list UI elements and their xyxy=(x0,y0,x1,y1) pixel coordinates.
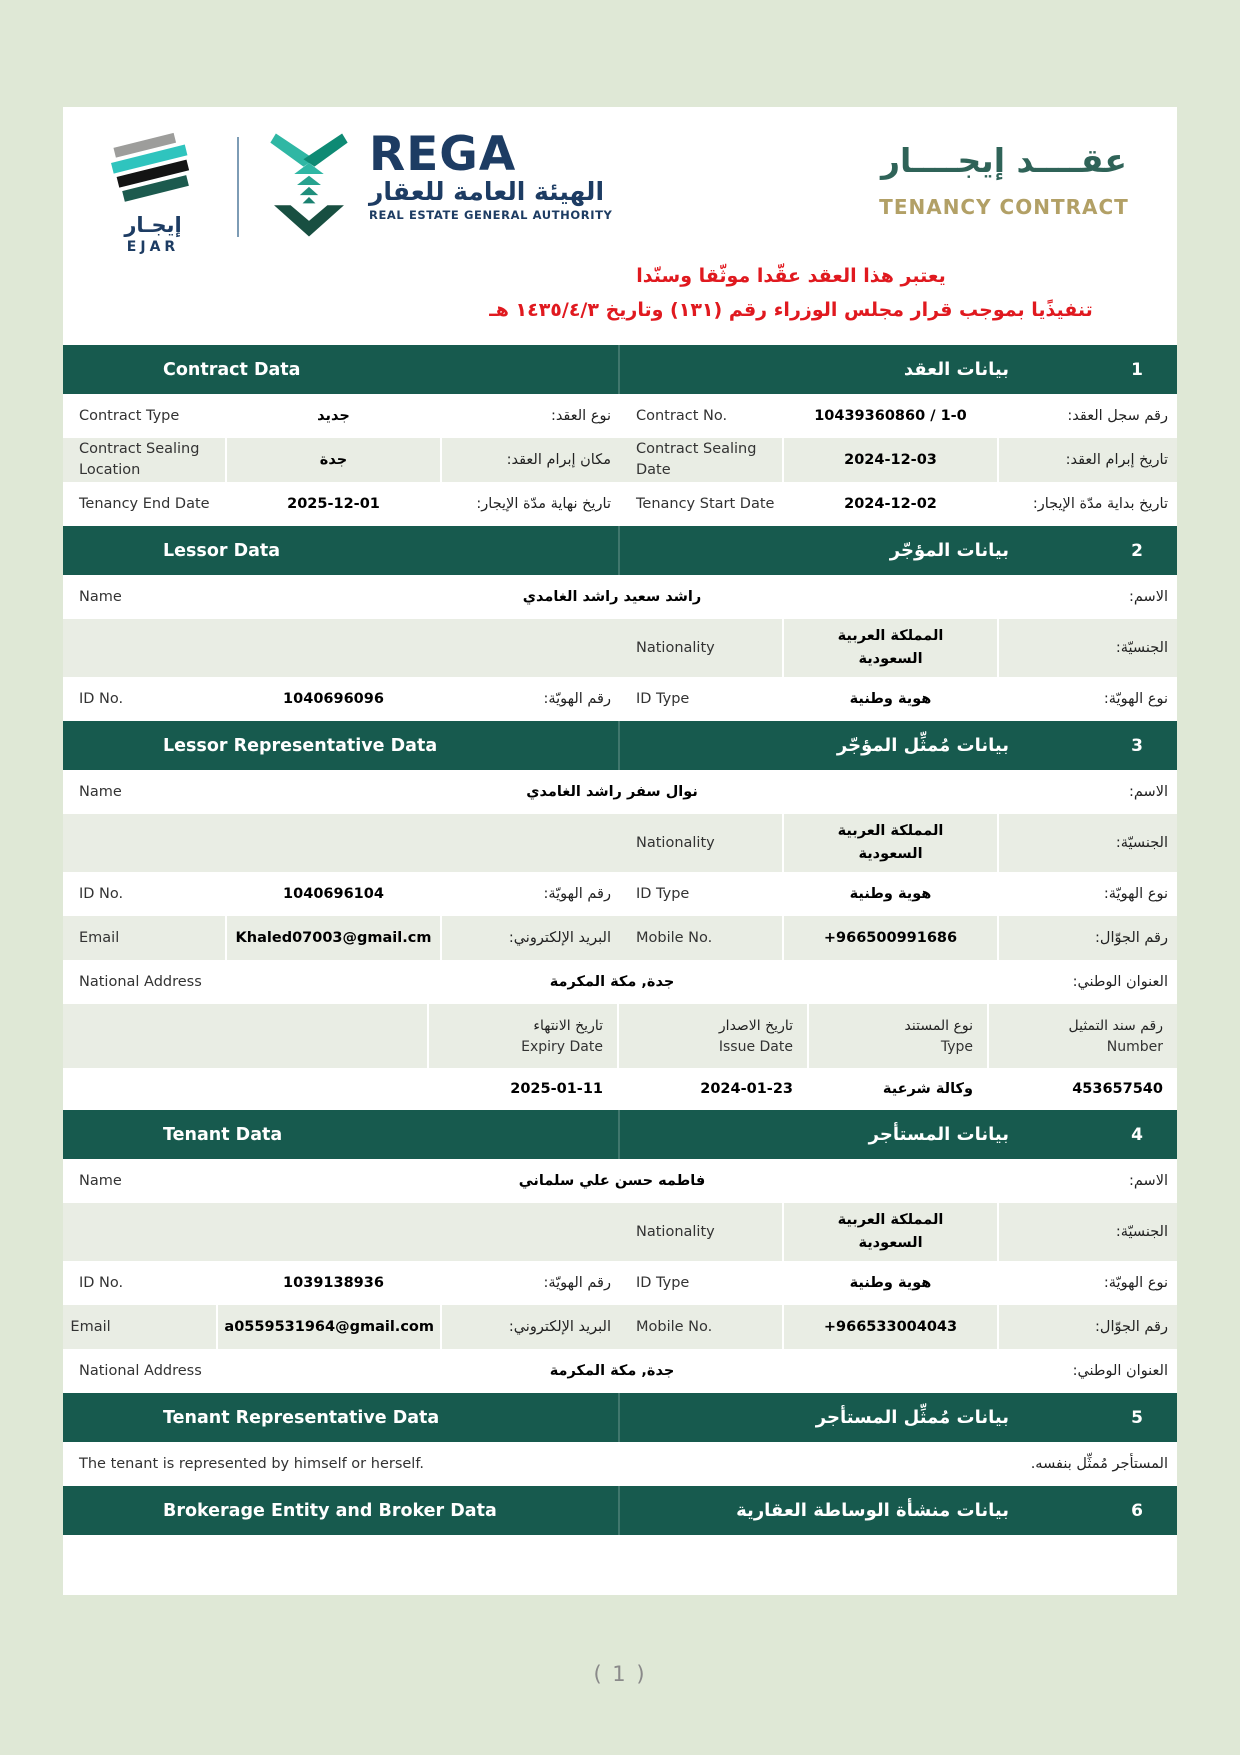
section-number: 6 xyxy=(1131,1500,1143,1521)
section-header-right xyxy=(620,526,1177,575)
contract-document-card xyxy=(63,107,1177,1595)
field-value: 2024-12-02 xyxy=(844,496,937,513)
legal-notice-line2: تنفيذًيا بموجب قرار مجلس الوزراء رقم (١٣١) وتاريخ ١٤٣٥/٤/٣ هـ xyxy=(489,299,1093,322)
field-label-en: Mobile No. xyxy=(636,1318,713,1335)
field-label-en: Nationality xyxy=(636,639,715,656)
empty-cell xyxy=(63,814,620,872)
field-label-en: Email xyxy=(70,1318,111,1335)
field-value: فاطمه حسن علي سلماني xyxy=(518,1173,706,1190)
logo-divider xyxy=(237,137,239,237)
field-lessor-nationality xyxy=(620,619,1177,677)
field-value: هوية وطنية xyxy=(849,886,932,903)
note-arabic: المستأجر مُمثِّل بنفسه. xyxy=(1030,1456,1168,1473)
field-label-en: ID Type xyxy=(636,885,690,902)
doc-value-issue-date: 2024-01-23 xyxy=(700,1081,793,1098)
field-label-ar: رقم الهويّة: xyxy=(543,1275,611,1292)
section-header-brokerage xyxy=(63,1486,1177,1535)
field-value: 10439360860 / 1-0 xyxy=(814,408,967,425)
field-value: جديد xyxy=(317,408,350,425)
rega-acronym: REGA xyxy=(369,127,517,182)
table-row xyxy=(63,916,1177,960)
section-title-english: Contract Data xyxy=(163,359,301,380)
rega-name-english: REAL ESTATE GENERAL AUTHORITY xyxy=(369,208,613,223)
legal-notice xyxy=(461,259,1121,327)
field-tenant-id-no xyxy=(63,1261,620,1305)
field-label-en: Email xyxy=(79,929,120,946)
field-label-en: ID Type xyxy=(636,690,690,707)
tenant-self-represented-note xyxy=(63,1442,1177,1486)
field-value: +966500991686 xyxy=(782,916,999,960)
contract-title-arabic: عقــــد إيجــــار xyxy=(881,141,1127,180)
doc-value-expiry-date: 2025-01-11 xyxy=(510,1081,603,1098)
section-title-english: Brokerage Entity and Broker Data xyxy=(163,1500,497,1521)
field-label-ar: رقم الجوّال: xyxy=(1095,930,1168,947)
field-label-en: ID No. xyxy=(79,885,124,902)
field-value: 2024-12-03 xyxy=(782,438,999,482)
table-row xyxy=(63,814,1177,872)
section-header-lessor-data xyxy=(63,526,1177,575)
field-value: +966533004043 xyxy=(782,1305,999,1349)
field-value: 1040696104 xyxy=(283,886,384,903)
section-header-left xyxy=(63,526,620,575)
field-label-en: ID No. xyxy=(79,690,124,707)
section-number: 1 xyxy=(1131,359,1143,380)
field-label-ar: البريد الإلكتروني: xyxy=(508,1319,611,1336)
section-title-english: Lessor Data xyxy=(163,540,281,561)
field-sealing-date xyxy=(620,438,1177,482)
section-number: 2 xyxy=(1131,540,1143,561)
field-value: Khaled07003@gmail.cm xyxy=(225,916,442,960)
field-value: 2025-12-01 xyxy=(287,496,380,513)
section-header-left xyxy=(63,1486,620,1535)
contract-title-block xyxy=(879,131,1129,219)
field-label-ar: نوع العقد: xyxy=(550,408,611,425)
ejar-name-arabic: إيجـار xyxy=(124,213,182,237)
field-label-en: ID No. xyxy=(79,1274,124,1291)
field-label-ar: نوع الهويّة: xyxy=(1103,1275,1168,1292)
field-tenancy-end xyxy=(63,482,620,526)
field-value: المملكة العربية السعودية xyxy=(782,814,999,872)
field-value: 1040696096 xyxy=(283,691,384,708)
field-lessor-id-no xyxy=(63,677,620,721)
field-tenant-national-address xyxy=(63,1349,1177,1393)
field-label-ar: الاسم: xyxy=(1129,784,1168,801)
section-header-contract-data xyxy=(63,345,1177,394)
table-row xyxy=(63,575,1177,619)
field-label-ar: مكان إبرام العقد: xyxy=(506,452,611,469)
field-value: المملكة العربية السعودية xyxy=(782,619,999,677)
section-number: 5 xyxy=(1131,1407,1143,1428)
representation-document-header-row xyxy=(63,1004,1177,1068)
field-representative-id-type xyxy=(620,872,1177,916)
field-label-ar: الاسم: xyxy=(1129,1173,1168,1190)
field-label-ar: الجنسيّة: xyxy=(1115,1224,1168,1241)
field-label-ar: رقم الهويّة: xyxy=(543,886,611,903)
legal-notice-line1: يعتبر هذا العقد عقّدا موثّقا وسنّدا xyxy=(636,265,946,287)
table-row xyxy=(63,1203,1177,1261)
section-header-left xyxy=(63,721,620,770)
field-sealing-location xyxy=(63,438,620,482)
table-row xyxy=(63,1261,1177,1305)
field-label-en: Mobile No. xyxy=(636,929,713,946)
field-value: a0559531964@gmail.com xyxy=(216,1305,442,1349)
field-label-ar: العنوان الوطني: xyxy=(1072,974,1168,991)
field-label-ar: الجنسيّة: xyxy=(1115,640,1168,657)
field-value: راشد سعيد راشد الغامدي xyxy=(522,589,702,606)
field-label-ar: تاريخ بداية مدّة الإيجار: xyxy=(1032,496,1168,513)
field-label-en: Name xyxy=(79,1172,122,1189)
field-contract-type xyxy=(63,394,620,438)
doc-col-number-header: رقم سند التمثيل Number xyxy=(987,1004,1177,1068)
section-header-left xyxy=(63,1393,620,1442)
section-title-arabic: بيانات المؤجّر xyxy=(889,540,1009,562)
doc-col-spacer xyxy=(63,1004,427,1068)
field-representative-email xyxy=(63,916,620,960)
section-header-right xyxy=(620,1393,1177,1442)
field-value: نوال سفر راشد الغامدي xyxy=(526,784,698,801)
field-representative-id-no xyxy=(63,872,620,916)
section-header-tenant-representative xyxy=(63,1393,1177,1442)
section-header-right xyxy=(620,721,1177,770)
empty-cell xyxy=(63,1203,620,1261)
doc-col-type-header: نوع المستند Type xyxy=(807,1004,987,1068)
table-row xyxy=(63,872,1177,916)
table-row xyxy=(63,960,1177,1004)
representation-document-values-row xyxy=(63,1068,1177,1110)
field-label-ar: نوع الهويّة: xyxy=(1103,691,1168,708)
field-value: جدة xyxy=(225,438,442,482)
field-label-en: Contract Type xyxy=(79,407,180,424)
field-label-en: Tenancy End Date xyxy=(79,495,210,512)
document-header xyxy=(63,107,1177,259)
section-header-right xyxy=(620,1110,1177,1159)
section-number: 4 xyxy=(1131,1124,1143,1145)
field-label-ar: تاريخ نهاية مدّة الإيجار: xyxy=(476,496,611,513)
ejar-stripes-icon xyxy=(98,131,208,209)
table-row xyxy=(63,438,1177,482)
field-label-en: Nationality xyxy=(636,1223,715,1240)
field-label-en: National Address xyxy=(79,973,202,990)
doc-value-type: وكالة شرعية xyxy=(882,1081,973,1098)
field-label-ar: الجنسيّة: xyxy=(1115,835,1168,852)
field-tenant-nationality xyxy=(620,1203,1177,1261)
field-label-en: Name xyxy=(79,588,122,605)
section-header-right xyxy=(620,345,1177,394)
field-value: 1039138936 xyxy=(283,1275,384,1292)
section-title-english: Tenant Representative Data xyxy=(163,1407,440,1428)
doc-col-expiry-header: تاريخ الانتهاء Expiry Date xyxy=(427,1004,617,1068)
field-value: جدة, مكة المكرمة xyxy=(549,974,675,991)
table-row xyxy=(63,1349,1177,1393)
field-representative-mobile xyxy=(620,916,1177,960)
section-title-arabic: بيانات العقد xyxy=(903,359,1009,381)
ejar-logo xyxy=(93,131,213,255)
field-representative-name xyxy=(63,770,1177,814)
field-label-en: Nationality xyxy=(636,834,715,851)
field-label-ar: العنوان الوطني: xyxy=(1072,1363,1168,1380)
empty-cell xyxy=(63,619,620,677)
field-value: هوية وطنية xyxy=(849,1275,932,1292)
field-label-ar: نوع الهويّة: xyxy=(1103,886,1168,903)
table-row xyxy=(63,619,1177,677)
rega-name-arabic: الهيئة العامة للعقار xyxy=(369,176,605,206)
doc-value-number: 453657540 xyxy=(1072,1081,1163,1098)
contract-title-english: TENANCY CONTRACT xyxy=(879,195,1129,220)
table-row xyxy=(63,677,1177,721)
field-label-ar: البريد الإلكتروني: xyxy=(508,930,611,947)
section-title-arabic: بيانات مُمثِّل المؤجّر xyxy=(836,735,1009,757)
rega-logo xyxy=(263,127,613,239)
table-row xyxy=(63,482,1177,526)
field-label-ar: رقم الهويّة: xyxy=(543,691,611,708)
brokerage-empty-row xyxy=(63,1535,1177,1595)
section-header-lessor-representative xyxy=(63,721,1177,770)
field-representative-national-address xyxy=(63,960,1177,1004)
rega-palm-icon xyxy=(263,131,355,239)
field-tenant-mobile xyxy=(620,1305,1177,1349)
section-title-english: Lessor Representative Data xyxy=(163,735,438,756)
note-english: The tenant is represented by himself or herself. xyxy=(79,1456,424,1473)
field-label-ar: رقم الجوّال: xyxy=(1095,1319,1168,1336)
field-label-en: Contract Sealing Date xyxy=(636,440,757,479)
table-row xyxy=(63,770,1177,814)
section-title-arabic: بيانات منشأة الوساطة العقارية xyxy=(736,1500,1009,1522)
section-number: 3 xyxy=(1131,735,1143,756)
rega-text-block xyxy=(369,127,613,223)
section-header-left xyxy=(63,345,620,394)
field-label-en: ID Type xyxy=(636,1274,690,1291)
ejar-name-latin: EJAR xyxy=(126,239,180,255)
field-value: جدة, مكة المكرمة xyxy=(549,1363,675,1380)
table-row xyxy=(63,1159,1177,1203)
section-header-right xyxy=(620,1486,1177,1535)
field-tenant-id-type xyxy=(620,1261,1177,1305)
field-lessor-name xyxy=(63,575,1177,619)
logos-group xyxy=(93,127,613,255)
page-number: ( 1 ) xyxy=(593,1662,647,1686)
field-tenant-email xyxy=(63,1305,620,1349)
field-lessor-id-type xyxy=(620,677,1177,721)
field-value: المملكة العربية السعودية xyxy=(782,1203,999,1261)
field-label-en: Tenancy Start Date xyxy=(636,495,775,512)
table-row xyxy=(63,394,1177,438)
field-label-en: National Address xyxy=(79,1362,202,1379)
field-label-ar: الاسم: xyxy=(1129,589,1168,606)
field-representative-nationality xyxy=(620,814,1177,872)
section-title-arabic: بيانات المستأجر xyxy=(868,1124,1009,1146)
table-row xyxy=(63,1305,1177,1349)
field-value: هوية وطنية xyxy=(849,691,932,708)
field-label-en: Name xyxy=(79,783,122,800)
field-label-en: Contract Sealing Location xyxy=(79,440,200,479)
field-contract-no xyxy=(620,394,1177,438)
field-tenancy-start xyxy=(620,482,1177,526)
field-label-ar: تاريخ إبرام العقد: xyxy=(1065,452,1168,469)
field-tenant-name xyxy=(63,1159,1177,1203)
doc-col-issue-header: تاريخ الاصدار Issue Date xyxy=(617,1004,807,1068)
section-title-english: Tenant Data xyxy=(163,1124,283,1145)
field-label-ar: رقم سجل العقد: xyxy=(1067,408,1168,425)
section-header-tenant-data xyxy=(63,1110,1177,1159)
section-header-left xyxy=(63,1110,620,1159)
section-title-arabic: بيانات مُمثِّل المستأجر xyxy=(815,1407,1009,1429)
field-label-en: Contract No. xyxy=(636,407,728,424)
